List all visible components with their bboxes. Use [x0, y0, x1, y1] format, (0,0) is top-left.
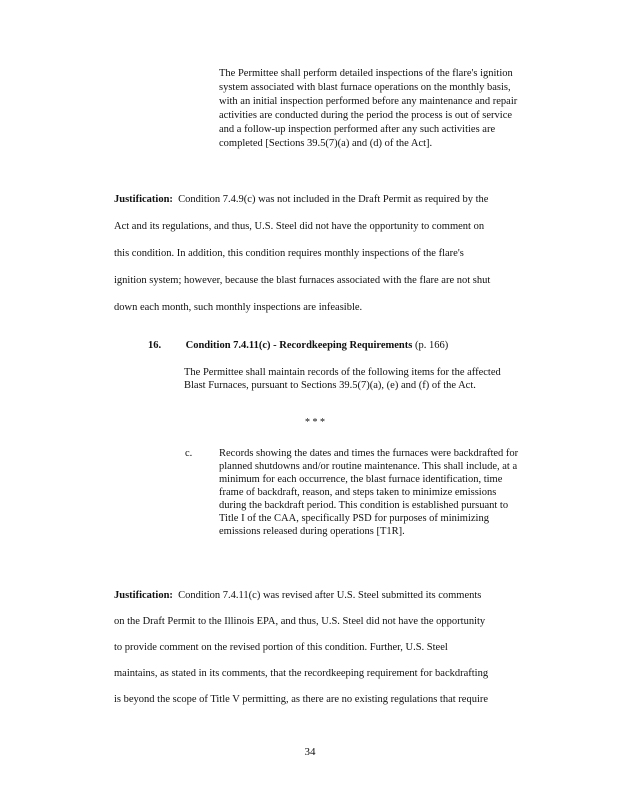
justification-line: is beyond the scope of Title V permitting, as there are no existing regulations that require	[114, 694, 489, 705]
section-page-reference: (p. 166)	[414, 340, 449, 351]
justification-line: on the Draft Permit to the Illinois EPA, and thus, U.S. Steel did not have the opportunity	[114, 616, 486, 627]
justification-line: ignition system; however, because the blast furnaces associated with the flare are not shut	[114, 275, 491, 286]
justification-label: Justification:	[114, 194, 173, 205]
justification-line: Act and its regulations, and thus, U.S. Steel did not have the opportunity to comment on	[114, 221, 485, 232]
section-body-paragraph: The Permittee shall maintain records of the following items for the affected Blast Furnaces, pursuant to Sections 39.5(7)(a), (e) and (f) of the Act.	[184, 367, 501, 391]
list-item-paragraph: Records showing the dates and times the furnaces were backdrafted for planned shutdowns and/or routine maintenance. This shall include, at a minimum for each occurrence, the blast furnace identification, time frame of backdraft, reason, and steps taken to minimize emissions during the backdraft period. This condition is established pursuant to Title I of the CAA, specifically PSD for purposes of minimizing emissions released during operations [T1R].	[219, 448, 519, 537]
section-heading	[148, 339, 548, 353]
omission-marker: * * *	[305, 417, 325, 428]
justification-label: Justification:	[114, 590, 173, 601]
quoted-condition-text	[219, 67, 519, 151]
quoted-paragraph: The Permittee shall perform detailed inspections of the flare's ignition system associated with blast furnace operations on the monthly basis, with an initial inspection performed before any maintenance and repair activities are conducted during the period the process is out of service and a follow-up inspection performed after any such activities are completed [Sections 39.5(7)(a) and (d) of the Act].	[219, 68, 518, 149]
page-number: 34	[304, 746, 316, 758]
section-number: 16.	[148, 340, 162, 351]
section-body	[184, 366, 514, 392]
justification-line	[114, 193, 544, 207]
list-item-letter: c.	[185, 448, 193, 459]
justification-text: Condition 7.4.11(c) was revised after U.S. Steel submitted its comments	[178, 590, 482, 601]
justification-line: to provide comment on the revised portion of this condition. Further, U.S. Steel	[114, 642, 448, 653]
section-title: Condition 7.4.11(c) - Recordkeeping Requirements	[185, 340, 413, 351]
justification-line	[114, 589, 544, 603]
justification-text: Condition 7.4.9(c) was not included in the Draft Permit as required by the	[178, 194, 489, 205]
justification-paragraph-2	[114, 589, 544, 707]
justification-line: down each month, such monthly inspections are infeasible.	[114, 302, 363, 313]
list-item-text	[219, 447, 519, 538]
justification-line: this condition. In addition, this condition requires monthly inspections of the flare's	[114, 248, 464, 259]
justification-line: maintains, as stated in its comments, that the recordkeeping requirement for backdrafting	[114, 668, 489, 679]
justification-paragraph-1	[114, 193, 544, 315]
